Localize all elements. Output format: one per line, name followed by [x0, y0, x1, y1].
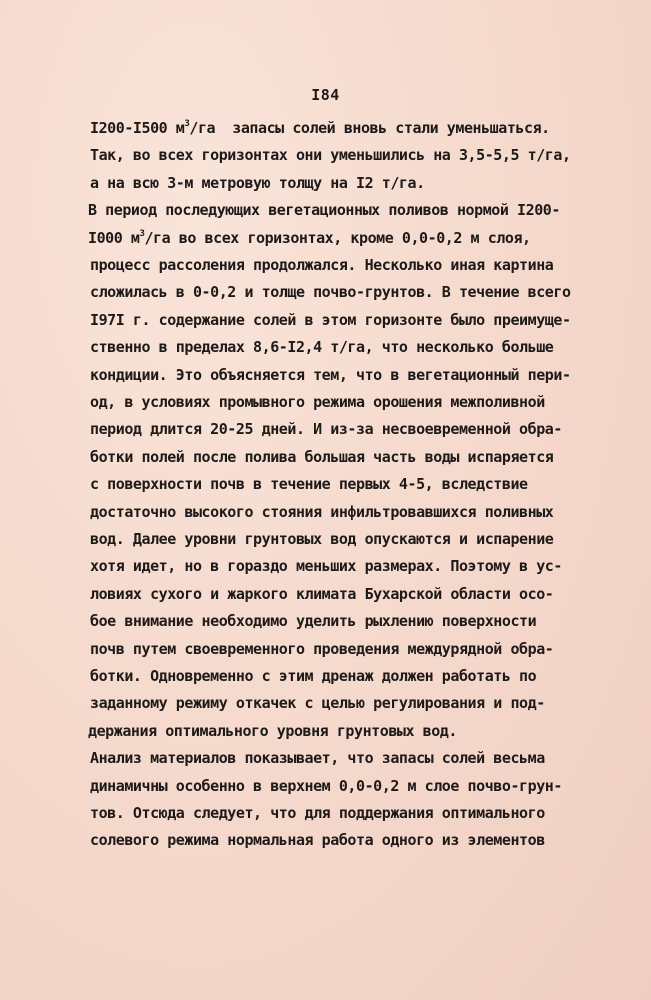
text-line — [90, 145, 571, 165]
text-line — [90, 337, 553, 357]
text-line-main: период длится 20-25 дней. И из-за несвоевременной обра- — [90, 420, 562, 439]
superscript: 3 — [139, 228, 145, 239]
text-line — [90, 173, 425, 193]
text-line — [90, 474, 528, 494]
text-line-main: Так, во всех горизонтах они уменьшились на 3,5-5,5 т/га, — [90, 146, 571, 165]
text-line — [90, 447, 553, 467]
superscript: 3 — [184, 119, 190, 129]
text-line-main: процесс рассоления продолжался. Несколько иная картина — [90, 256, 554, 274]
text-line — [90, 310, 571, 330]
text-line — [90, 639, 553, 659]
text-line — [90, 282, 571, 302]
text-line-main: сложилась в 0-0,2 и толще почво-грунтов. В течение всего — [90, 283, 571, 302]
text-line — [90, 255, 553, 275]
text-line — [90, 693, 545, 713]
text-line-main: солевого режима нормальная работа одного из элементов — [90, 831, 545, 850]
text-line — [90, 392, 545, 412]
text-line-main: од, в условиях промывного режима орошения межполивной — [90, 393, 545, 411]
text-line-main: динамичны особенно в верхнем 0,0-0,2 м слое почво-грун- — [90, 776, 562, 795]
text-line-main: а на всю 3-м метровую толщу на I2 т/га. — [90, 173, 425, 192]
text-line — [90, 776, 562, 796]
text-line-main: В период последующих вегетационных поливов нормой I200- — [88, 201, 560, 220]
text-line-main: ботки. Одновременно с этим дренаж должен работать по — [90, 667, 537, 685]
text-line-main: бое внимание необходимо уделить рыхлению поверхности — [90, 612, 537, 631]
text-line-main: I200-I500 м — [90, 119, 185, 137]
text-line — [90, 365, 571, 385]
text-line — [90, 666, 536, 686]
text-line-main: заданному режиму откачек с целью регулирования и под- — [90, 694, 545, 713]
text-line — [90, 502, 553, 522]
text-line-main: тов. Отсюда следует, что для поддержания оптимального — [90, 804, 545, 822]
text-line-main: почв путем своевременного проведения междурядной обра- — [90, 639, 554, 658]
text-line-main: ботки полей после полива большая часть воды испаряется — [90, 447, 554, 466]
text-line-main: держания оптимального уровня грунтовых вод. — [88, 721, 457, 740]
text-line-main: I000 м — [88, 228, 140, 247]
text-line — [90, 118, 550, 138]
text-line — [90, 611, 536, 631]
page-number: I84 — [311, 86, 340, 104]
text-line-main: ственно в пределах 8,6-I2,4 т/га, что несколько больше — [90, 338, 554, 357]
text-line-main: с поверхности почв в течение первых 4-5, вследствие — [90, 475, 528, 494]
text-line — [90, 419, 562, 439]
text-line — [88, 200, 560, 220]
text-line — [88, 721, 457, 741]
text-line-main: хотя идет, но в гораздо меньших размерах. Поэтому в ус- — [90, 557, 562, 576]
text-line — [90, 529, 553, 549]
text-line — [90, 556, 562, 576]
text-line — [88, 228, 531, 248]
text-line-tail: /га запасы солей вновь стали уменьшаться. — [189, 119, 550, 137]
text-line-tail: /га во всех горизонтах, кроме 0,0-0,2 м слоя, — [144, 228, 531, 247]
text-line-main: кондиции. Это объясняется тем, что в вегетационный пери- — [90, 365, 571, 384]
text-line — [90, 830, 545, 850]
text-line — [90, 584, 553, 604]
text-line-main: I97I г. содержание солей в этом горизонте было преимуще- — [90, 310, 571, 329]
text-line-main: достаточно высокого стояния инфильтровавшихся поливных — [90, 502, 554, 521]
text-line-main: Анализ материалов показывает, что запасы солей весьма — [90, 749, 545, 768]
text-line — [90, 748, 545, 768]
text-line-main: вод. Далее уровни грунтовых вод опускаются и испарение — [90, 530, 554, 548]
text-line — [90, 803, 545, 823]
text-line-main: ловиях сухого и жаркого климата Бухарской области осо- — [90, 584, 554, 603]
